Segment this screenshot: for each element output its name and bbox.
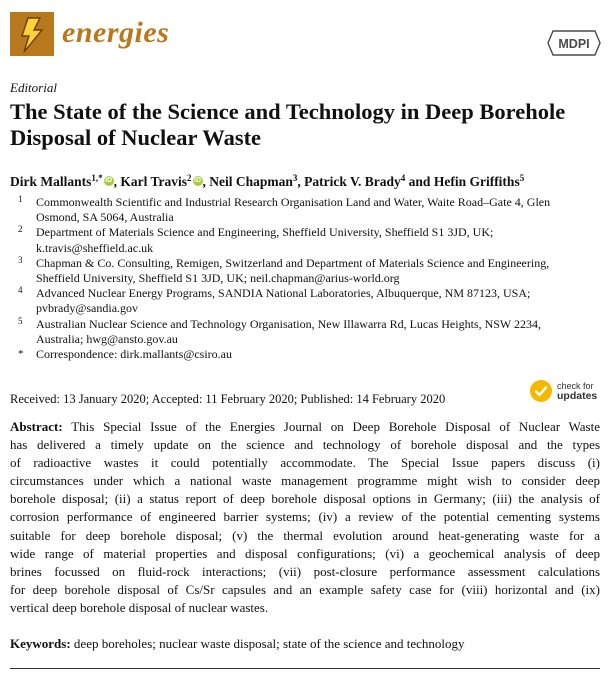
orcid-icon[interactable]: iD: [105, 177, 113, 184]
abstract-line: [10, 599, 600, 617]
abstract-text: This Special Issue of the Energies Journal on Deep Borehole Disposal of Nuclear Waste: [71, 419, 600, 434]
affiliation-number: *: [18, 348, 24, 361]
check-circle-icon: [530, 380, 552, 402]
affiliation-item: [18, 347, 603, 362]
abstract-text: has delivered a timely update on the science and technology of borehole disposal and the types: [10, 437, 600, 453]
affiliation-item: [18, 317, 603, 347]
article-type: Editorial: [10, 80, 57, 95]
keywords-label: Keywords:: [10, 636, 71, 651]
author-name: Hefin Griffiths: [433, 174, 520, 189]
abstract-text: corrosion performance of engineered barrier systems; (iv) a review of the potential cementing systems: [10, 509, 600, 525]
affiliation-line: k.travis@sheffield.ac.uk: [36, 240, 154, 255]
author-name: Karl Travis: [120, 174, 188, 189]
journal-name[interactable]: energies: [62, 16, 170, 49]
publisher-logo[interactable]: [547, 30, 601, 56]
affiliation-number: 1: [18, 194, 23, 204]
affiliation-number: 2: [18, 224, 23, 235]
abstract-line: [10, 418, 600, 436]
orcid-icon[interactable]: iD: [194, 177, 202, 184]
check-for-label: check for: [557, 381, 594, 391]
affiliation-line: Osmond, SA 5064, Australia: [36, 210, 174, 225]
abstract-line: [10, 508, 600, 526]
lightning-bolt-icon: [10, 12, 54, 56]
affiliation-line: Sheffield University, Sheffield S1 3JD, UK; neil.chapman@arius-world.org: [36, 271, 400, 286]
keywords-text: deep boreholes; nuclear waste disposal; state of the science and technology: [73, 636, 465, 651]
abstract-text: suitable for deep borehole disposal; (v) the thermal evolution around heat-generating waste for a: [10, 527, 600, 543]
author-separator: ,: [113, 174, 121, 189]
abstract-text: brines focussed on fluid-rock interactions; (vii) post-closure performance assessment calculations: [10, 563, 600, 579]
journal-header: [10, 12, 605, 62]
author-name: Patrick V. Brady: [304, 174, 401, 189]
affiliation-line: Chapman & Co. Consulting, Remigen, Switzerland and Department of Materials Science and Engineering,: [36, 255, 550, 270]
author-separator: ,: [297, 174, 305, 189]
affiliation-line: Commonwealth Scientific and Industrial Research Organisation Land and Water, Waite Road–Gate 4, Glen: [36, 195, 551, 209]
affiliation-item: [18, 256, 603, 286]
affiliation-number: 3: [18, 254, 23, 265]
affiliation-line: Australia; hwg@ansto.gov.au: [36, 331, 178, 346]
keywords: [10, 636, 465, 652]
abstract-text: for deep borehole disposal of Cs/Sr capsules and an example safety case for (viii) horizontal and (ix): [10, 581, 600, 597]
abstract: [10, 418, 600, 617]
affiliation-list: [18, 195, 603, 362]
affiliation-item: [18, 286, 603, 316]
affiliation-item: [18, 195, 603, 225]
abstract-line: [10, 472, 600, 490]
affiliation-line: Correspondence: dirk.mallants@csiro.au: [36, 347, 232, 362]
publisher-name: MDPI: [558, 37, 590, 51]
abstract-line: [10, 545, 600, 563]
abstract-text: of radioactive wastes it could potentially accommodate. The Special Issue papers discuss (i): [10, 455, 600, 471]
author-affil-ref: 3: [292, 173, 298, 183]
article-title: The State of the Science and Technology in Deep Borehole Disposal of Nuclear Waste: [10, 99, 566, 150]
author-affil-ref: 4: [400, 173, 406, 183]
author-name: Dirk Mallants: [10, 174, 92, 189]
abstract-line: [10, 581, 600, 599]
affiliation-line: pvbrady@sandia.gov: [36, 301, 139, 316]
author-separator: and: [405, 174, 434, 189]
abstract-text: circumstances under which a national waste management programme might wish to consider deep: [10, 473, 600, 489]
author-affil-ref: 1,*: [91, 173, 103, 183]
abstract-line: [10, 436, 600, 454]
author-separator: ,: [202, 174, 210, 189]
affiliation-number: 5: [18, 315, 23, 326]
publication-dates: Received: 13 January 2020; Accepted: 11 February 2020; Published: 14 February 2020: [10, 392, 446, 406]
affiliation-number: 4: [18, 285, 23, 296]
abstract-text: wide range of material properties and disposal configurations; (vi) a geochemical analysis of deep: [10, 545, 600, 561]
abstract-text: vertical deep borehole disposal of nuclear wastes.: [10, 599, 269, 615]
abstract-line: [10, 454, 600, 472]
affiliation-line: Advanced Nuclear Energy Programs, SANDIA National Laboratories, Albuquerque, NM 87123, USA;: [36, 286, 531, 301]
abstract-line: [10, 563, 600, 581]
abstract-text: borehole disposal; (ii) a status report of deep borehole disposal options in Germany; (iii) the analysis of: [10, 491, 600, 507]
author-name: Neil Chapman: [209, 174, 293, 189]
abstract-line: [10, 527, 600, 545]
abstract-label: Abstract:: [10, 419, 63, 434]
author-affil-ref: 5: [519, 173, 525, 183]
author-list: [10, 173, 524, 190]
divider: [10, 668, 600, 669]
affiliation-item: [18, 225, 603, 255]
author-affil-ref: 2: [187, 173, 192, 183]
affiliation-line: Australian Nuclear Science and Technology Organisation, New Illawarra Rd, Lucas Heights, NSW 2234,: [36, 316, 542, 331]
abstract-line: [10, 490, 600, 508]
affiliation-line: Department of Materials Science and Engineering, Sheffield University, Sheffield S1 3JD, UK;: [36, 225, 494, 240]
updates-label: updates: [557, 390, 598, 402]
check-for-updates-badge[interactable]: [530, 380, 605, 406]
